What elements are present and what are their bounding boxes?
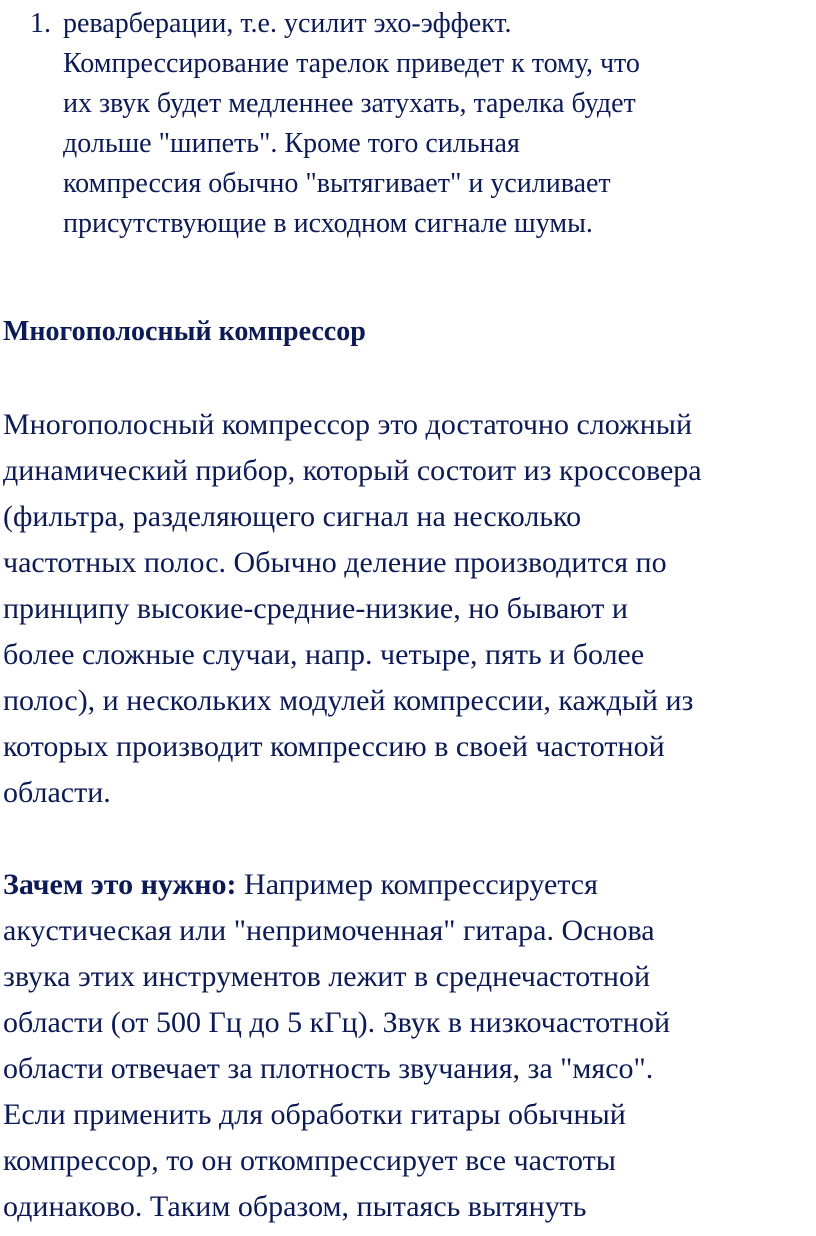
paragraph-why-needed [3,862,670,1230]
paragraph-line: области отвечает за плотность звучания, за "мясо". [3,1052,654,1085]
paragraph-line: акустическая или "непримоченная" гитара. Основа [3,914,655,947]
list-item-line: дольше "шипеть". Кроме того сильная [63,128,520,159]
paragraph-line: одинаково. Таким образом, пытаясь вытянуть [3,1190,587,1223]
list-item-line: присутствующие в исходном сигнале шумы. [63,208,593,239]
paragraph-line: полос), и нескольких модулей компрессии, каждый из [3,684,694,717]
paragraph-first-line [3,862,670,908]
paragraph-line: Если применить для обработки гитары обычный [3,1098,626,1131]
paragraph-line: (фильтра, разделяющего сигнал на несколько [3,500,582,533]
paragraph-multiband-description [3,402,702,816]
paragraph-line: принципу высокие-средние-низкие, но бывают и [3,592,628,625]
list-item-number: 1. [30,8,51,39]
paragraph-line: более сложные случаи, напр. четыре, пять и более [3,638,645,671]
paragraph-line: звука этих инструментов лежит в среднечастотной [3,960,651,993]
paragraph-line: Многополосный компрессор это достаточно сложный [3,408,693,441]
section-heading: Многополосный компрессор [3,316,366,347]
paragraph-line: динамический прибор, который состоит из кроссовера [3,454,702,487]
paragraph-line: области. [3,776,111,809]
paragraph-lead-label: Зачем это нужно: [3,868,237,901]
list-item-line: Компрессирование тарелок приведет к тому, что [63,48,640,79]
paragraph-first-line-text: Например компрессируется [236,868,598,901]
paragraph-line: которых производит компрессию в своей частотной [3,730,665,763]
list-item-line: реварберации, т.е. усилит эхо-эффект. [63,8,512,39]
list-item-line: компрессия обычно "вытягивает" и усиливает [63,168,611,199]
paragraph-line: частотных полос. Обычно деление производится по [3,546,667,579]
list-item-line: их звук будет медленнее затухать, тарелка будет [63,88,636,119]
paragraph-line: области (от 500 Гц до 5 кГц). Звук в низкочастотной [3,1006,671,1039]
paragraph-line: компрессор, то он откомпрессирует все частоты [3,1144,616,1177]
list-item-text [63,4,640,244]
